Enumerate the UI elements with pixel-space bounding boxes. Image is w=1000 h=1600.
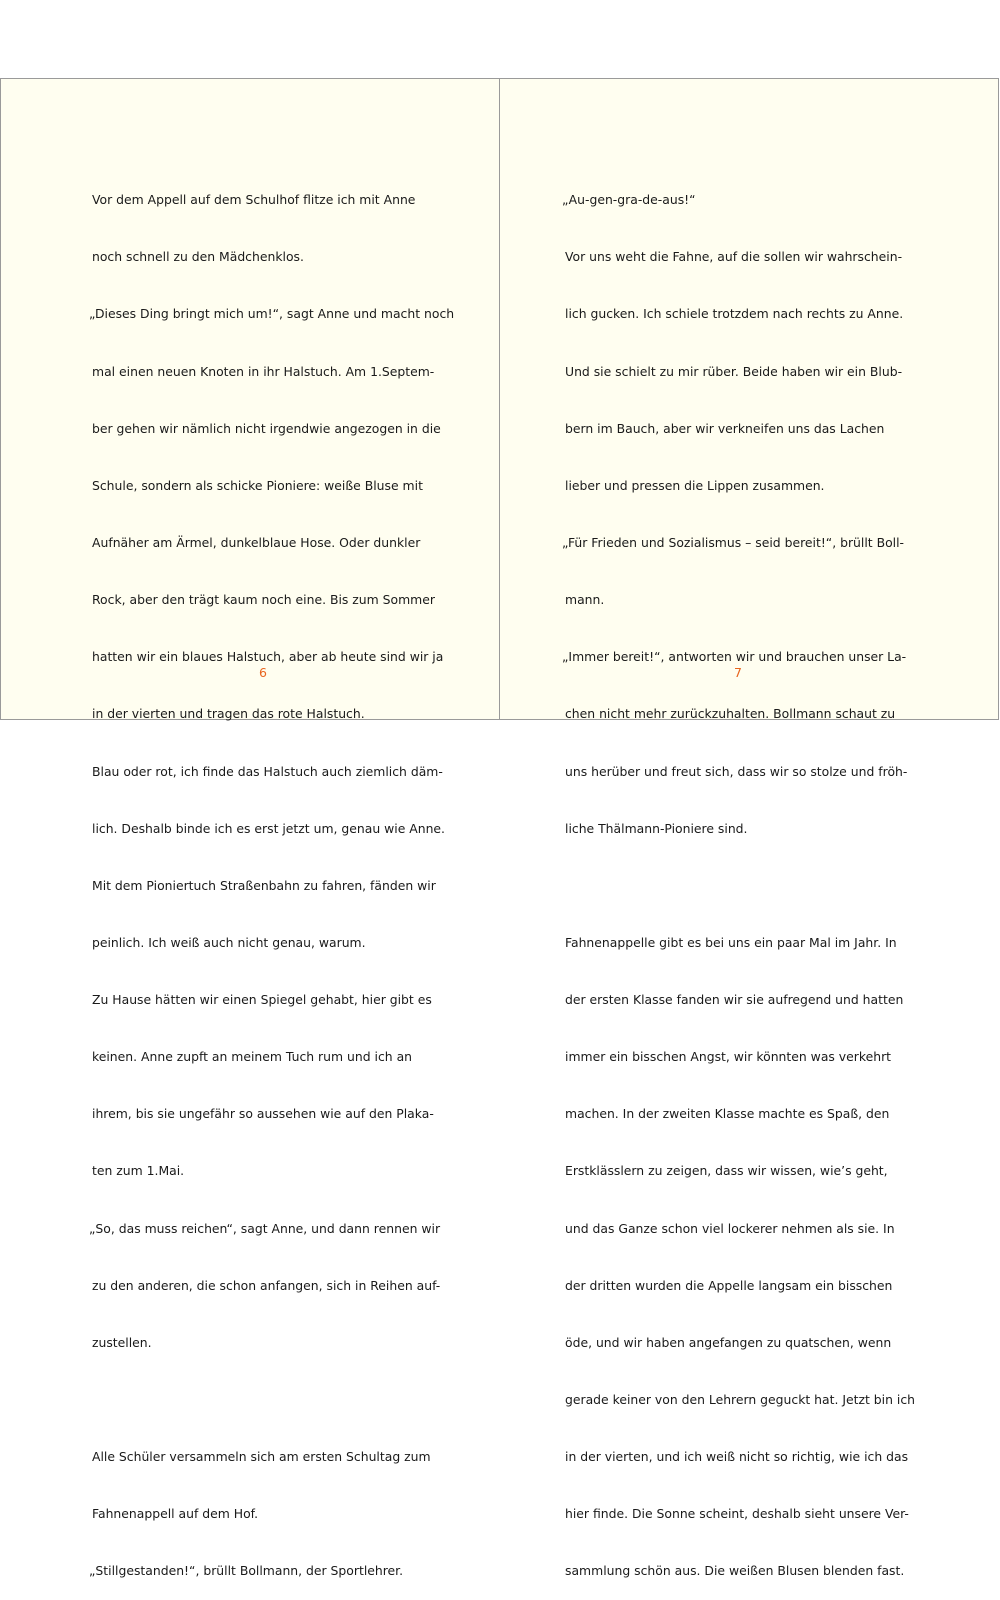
text-line: zu den anderen, die schon anfangen, sich in Reihen auf- xyxy=(92,1277,441,1293)
left-page xyxy=(0,78,500,1579)
text-line: in der vierten und tragen das rote Halstuch. xyxy=(92,706,365,722)
text-line: lieber und pressen die Lippen zusammen. xyxy=(565,477,825,493)
paragraph-gap xyxy=(565,876,915,895)
text-line: Aufnäher am Ärmel, dunkelblaue Hose. Oder dunkler xyxy=(92,534,421,550)
right-page-text xyxy=(562,152,915,1600)
text-line: keinen. Anne zupft an meinem Tuch rum und ich an xyxy=(92,1049,413,1065)
text-line: „Für Frieden und Sozialismus – seid bereit!“, brüllt Boll- xyxy=(562,534,905,550)
text-line: mal einen neuen Knoten in ihr Halstuch. Am 1.Septem- xyxy=(92,363,435,379)
text-line: ber gehen wir nämlich nicht irgendwie angezogen in die xyxy=(92,420,441,436)
text-line: ten zum 1.Mai. xyxy=(92,1163,185,1179)
text-line: „So, das muss reichen“, sagt Anne, und dann rennen wir xyxy=(89,1220,441,1236)
right-page xyxy=(500,78,999,1579)
text-line: hier finde. Die Sonne scheint, deshalb sieht unsere Ver- xyxy=(565,1506,909,1522)
page-number-left: 6 xyxy=(259,665,267,680)
text-line: und das Ganze schon viel lockerer nehmen als sie. In xyxy=(565,1220,895,1236)
text-line: „Au-gen-gra-de-aus!“ xyxy=(562,192,696,208)
text-line: Alle Schüler versammeln sich am ersten Schultag zum xyxy=(92,1449,431,1465)
text-line: ihrem, bis sie ungefähr so aussehen wie auf den Plaka- xyxy=(92,1106,434,1122)
text-line: Erstklässlern zu zeigen, dass wir wissen, wie’s geht, xyxy=(565,1163,888,1179)
text-line: liche Thälmann-Pioniere sind. xyxy=(565,820,748,836)
text-line: „Dieses Ding bringt mich um!“, sagt Anne und macht noch xyxy=(89,306,455,322)
text-line: bern im Bauch, aber wir verkneifen uns das Lachen xyxy=(565,420,885,436)
text-line: Fahnenappell auf dem Hof. xyxy=(92,1506,259,1522)
text-line: Rock, aber den trägt kaum noch eine. Bis zum Sommer xyxy=(92,592,435,608)
text-line: peinlich. Ich weiß auch nicht genau, warum. xyxy=(92,934,366,950)
text-line: Vor uns weht die Fahne, auf die sollen wir wahrschein- xyxy=(565,249,903,265)
text-line: gerade keiner von den Lehrern geguckt hat. Jetzt bin ich xyxy=(565,1392,915,1408)
text-line: sammlung schön aus. Die weißen Blusen blenden fast. xyxy=(565,1563,905,1579)
text-line: in der vierten, und ich weiß nicht so richtig, wie ich das xyxy=(565,1449,909,1465)
text-line: Blau oder rot, ich finde das Halstuch auch ziemlich däm- xyxy=(92,763,443,779)
text-line: immer ein bisschen Angst, wir könnten was verkehrt xyxy=(565,1049,892,1065)
text-line: hatten wir ein blaues Halstuch, aber ab heute sind wir ja xyxy=(92,649,444,665)
text-line: lich gucken. Ich schiele trotzdem nach rechts zu Anne. xyxy=(565,306,904,322)
text-line: chen nicht mehr zurückzuhalten. Bollmann schaut zu xyxy=(565,706,896,722)
text-line: noch schnell zu den Mädchenklos. xyxy=(92,249,304,265)
text-line: mann. xyxy=(565,592,605,608)
text-line: zustellen. xyxy=(92,1334,152,1350)
text-line: „Stillgestanden!“, brüllt Bollmann, der Sportlehrer. xyxy=(89,1563,404,1579)
page-number-right: 7 xyxy=(734,665,742,680)
text-line: Zu Hause hätten wir einen Spiegel gehabt, hier gibt es xyxy=(92,992,432,1008)
text-line: Schule, sondern als schicke Pioniere: weiße Bluse mit xyxy=(92,477,423,493)
book-spread xyxy=(0,78,999,1579)
text-line: machen. In der zweiten Klasse machte es Spaß, den xyxy=(565,1106,890,1122)
text-line: lich. Deshalb binde ich es erst jetzt um, genau wie Anne. xyxy=(92,820,445,836)
left-page-text xyxy=(89,152,455,1600)
text-line: uns herüber und freut sich, dass wir so stolze und fröh- xyxy=(565,763,908,779)
text-line: der ersten Klasse fanden wir sie aufregend und hatten xyxy=(565,992,904,1008)
text-line: Vor dem Appell auf dem Schulhof flitze ich mit Anne xyxy=(92,192,416,208)
text-line: Mit dem Pioniertuch Straßenbahn zu fahren, fänden wir xyxy=(92,877,436,893)
text-line: der dritten wurden die Appelle langsam ein bisschen xyxy=(565,1277,893,1293)
text-line: „Immer bereit!“, antworten wir und brauchen unser La- xyxy=(562,649,907,665)
text-line: öde, und wir haben angefangen zu quatschen, wenn xyxy=(565,1334,892,1350)
text-line: Fahnenappelle gibt es bei uns ein paar Mal im Jahr. In xyxy=(565,934,897,950)
paragraph-gap xyxy=(92,1390,454,1409)
text-line: Und sie schielt zu mir rüber. Beide haben wir ein Blub- xyxy=(565,363,903,379)
